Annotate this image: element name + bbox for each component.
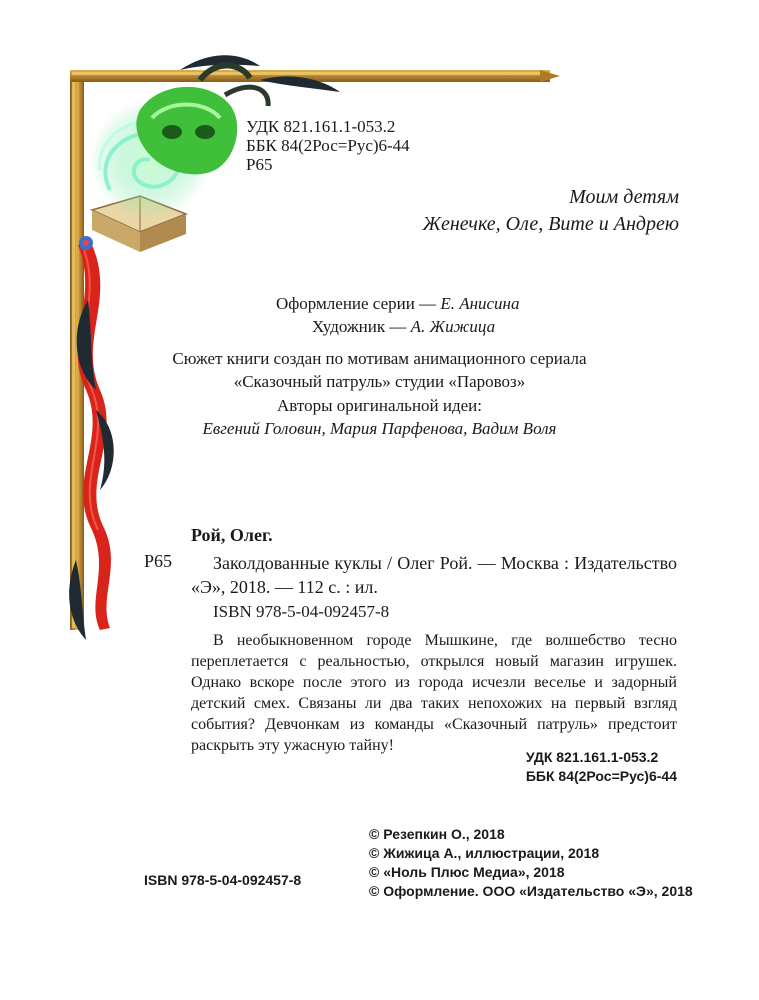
- dedication-line-1: Моим детям: [569, 186, 679, 208]
- artist-credit: [312, 317, 495, 337]
- record-index-code: Р65: [144, 551, 173, 571]
- udk-code: УДК 821.161.1-053.2: [246, 117, 396, 136]
- series-design-label: Оформление серии —: [276, 294, 441, 313]
- plot-note-line-2: «Сказочный патруль» студии «Паровоз»: [233, 372, 526, 391]
- record-isbn: ISBN 978-5-04-092457-8: [213, 602, 390, 621]
- artist-name: А. Жижица: [410, 317, 496, 336]
- plot-note-line-1: Сюжет книги создан по мотивам анимационного сериала: [172, 349, 587, 368]
- artist-label: Художник —: [312, 317, 411, 336]
- copyright-line: © Оформление. ООО «Издательство «Э», 2018: [369, 883, 693, 899]
- record-heading: Рой, Олег.: [191, 525, 273, 545]
- classification-udk: УДК 821.161.1-053.2: [525, 749, 659, 765]
- copyright-line: © Жижица А., иллюстрации, 2018: [369, 845, 600, 861]
- series-design-name: Е. Анисина: [440, 294, 520, 313]
- dedication-line-2: Женечке, Оле, Вите и Андрею: [422, 213, 679, 235]
- bbk-code: ББК 84(2Рос=Рус)6-44: [246, 136, 410, 155]
- record-description: Заколдованные куклы / Олег Рой. — Москва : Издательство «Э», 2018. — 112 с. : ил.: [191, 553, 677, 597]
- idea-authors-names: Евгений Головин, Мария Парфенова, Вадим Воля: [202, 419, 557, 438]
- catalog-codes: [246, 117, 410, 174]
- classification-bbk: ББК 84(2Рос=Рус)6-44: [525, 768, 677, 784]
- copyright-line: © Резепкин О., 2018: [369, 826, 505, 842]
- series-design-credit: [276, 294, 520, 314]
- idea-authors-label: Авторы оригинальной идеи:: [276, 396, 482, 415]
- dedication: [423, 184, 679, 238]
- author-code: Р65: [246, 155, 273, 174]
- annotation: В необыкновенном городе Мышкине, где волшебство тесно переплетается с реальностью, открылся новый магазин игрушек. Однако вскоре после этого из города исчезли веселье и задорный детский смех. Связаны ли два таких непохожих на первый взгляд события? Девчонкам из команды «Сказочный патруль» предстоит раскрыть эту ужасную тайну!: [191, 632, 677, 754]
- frame-horizontal-bar: [70, 70, 560, 82]
- classification-codes: [526, 748, 677, 786]
- isbn-bottom: ISBN 978-5-04-092457-8: [144, 872, 302, 888]
- copyright-block: [369, 825, 693, 901]
- copyright-line: © «Ноль Плюс Медиа», 2018: [369, 864, 565, 880]
